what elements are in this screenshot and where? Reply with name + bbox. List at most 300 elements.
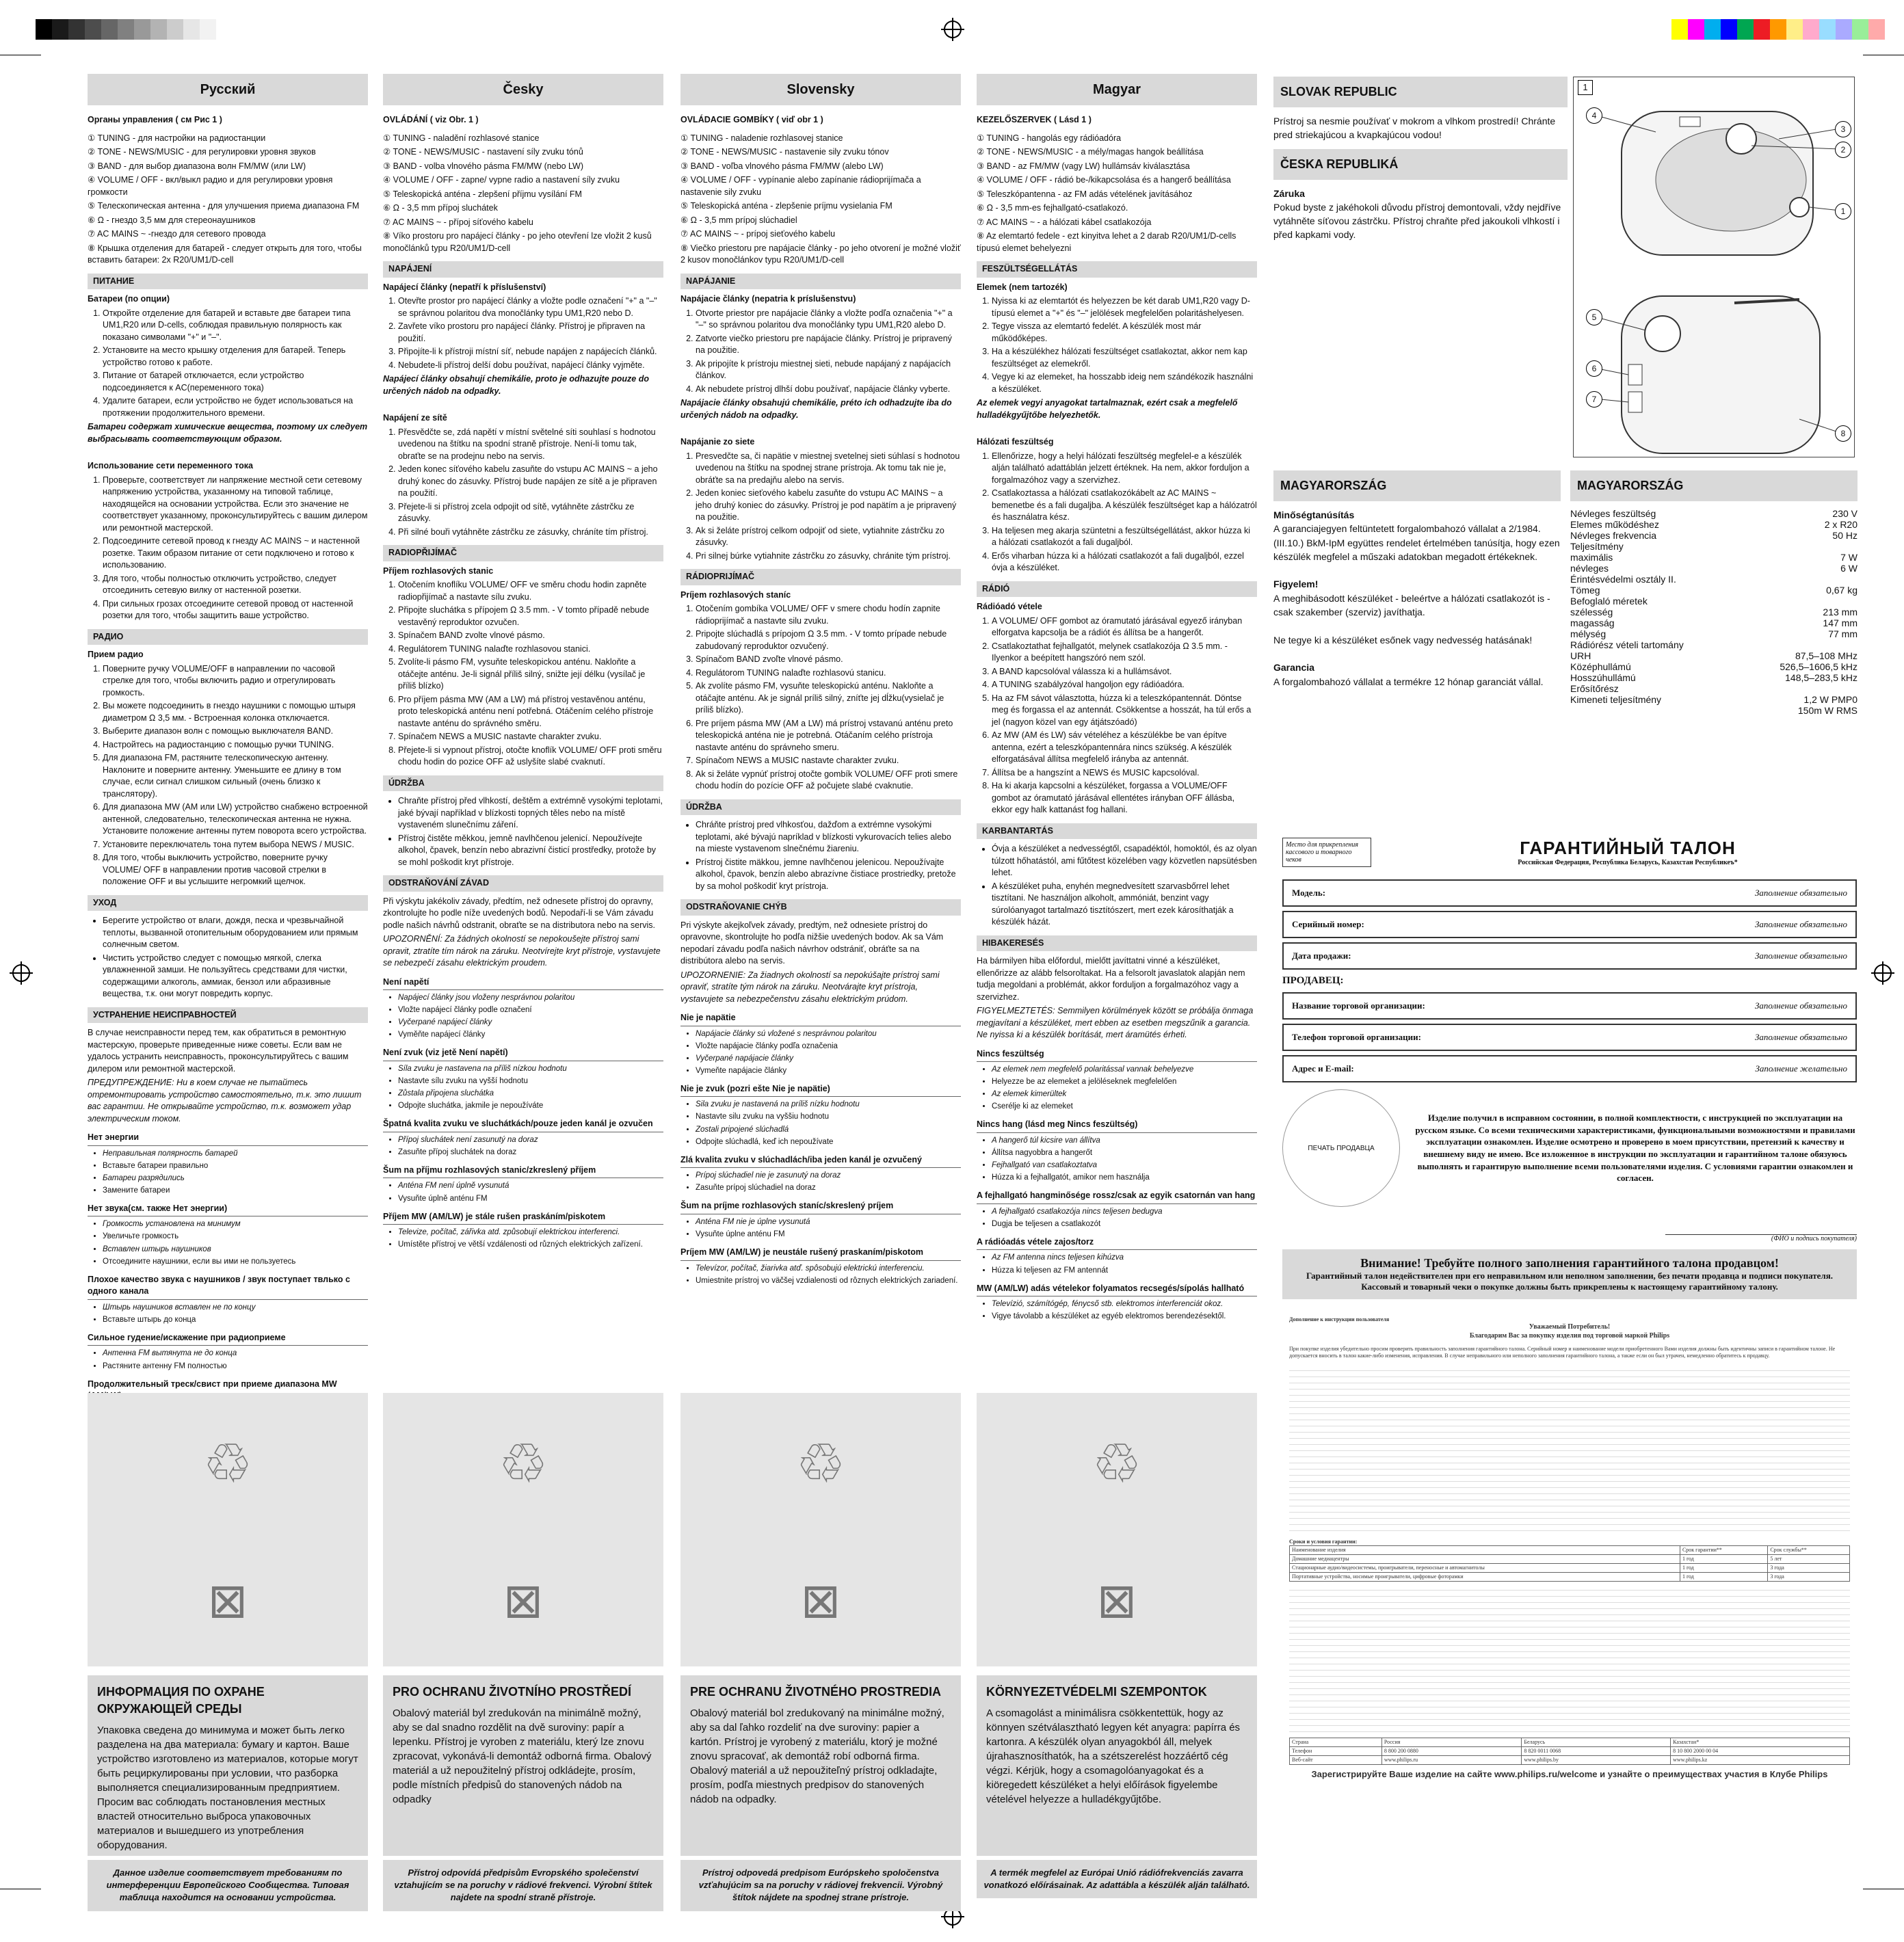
trouble-remedies [383, 1180, 663, 1203]
radio-step: 2. Csatlakoztathat fejhallgatót, melynek csatlakozója Ω 3.5 mm. - Ilyenkor a beépített hangszóró nem szól. [992, 641, 1257, 665]
environment-panel [680, 1675, 961, 1856]
trouble-remedy: • Штырь наушников вставлен не по концу [103, 1302, 368, 1313]
control-item: ⑤ Teleszkópantenna - az FM adás vételének javításához [977, 189, 1193, 199]
power-step: 3. Ak pripojíte k prístroju miestnej sieti, nebude napájaný z napájacích článkov. [696, 358, 961, 382]
trouble-remedies [383, 1063, 663, 1111]
register-line: Зарегистрируйте Ваше изделие на сайте www.philips.ru/welcome и узнайте о преимуществах участия в Клубе Philips [1311, 1769, 1828, 1779]
coupon-field-hint: Заполнение желательно [1755, 1063, 1847, 1074]
power-step: 2. Zavřete víko prostoru pro napájecí články. Přístroj je připraven na použití. [398, 321, 663, 345]
mains-step: 3. Ak si želáte prístroj celkom odpojiť od siete, vytiahnite zástrčku zo zásuvky. [696, 525, 961, 549]
grey-swatch [36, 19, 52, 40]
power-steps [977, 295, 1257, 395]
recycling-panel [977, 1393, 1257, 1666]
care-list [977, 843, 1257, 929]
quality-cert-text: A garanciajegyen feltüntetett forgalombahozó vállalat a 2/1984. (III.10.) BkM-IpM együttes rendelet értelmében tanúsítja, hogy ezen készülék megfelel a műszaki adatokban megadott értékeknek. [1273, 523, 1560, 562]
power-step: 4. Удалите батареи, если устройство не будет использоваться на протяжении продолжительного времени. [103, 395, 368, 419]
controls-list [88, 133, 368, 267]
trouble-symptom: Príjem MW (AM/LW) je neustále rušený praskaním/piskotom [680, 1247, 961, 1261]
controls-list [680, 133, 961, 267]
slovak-republic-heading: SLOVAK REPUBLIC [1273, 77, 1568, 107]
coupon-field-hint: Заполнение обязательно [1755, 1000, 1847, 1011]
color-calibration-bar [1671, 19, 1885, 40]
table-cell: 1 год [1680, 1555, 1767, 1564]
table-cell: Беларусь [1522, 1738, 1671, 1747]
control-item: ⑦ AC MAINS ~ - přípoj síťového kabelu [383, 217, 533, 227]
care-item: • A készüléket puha, enyhén megnedvesített szarvasbőrrel lehet tisztítani. Ne használjon alkoholt, ammóniát, benzint vagy súrolóanyagot tartalmazó tisztítószert, mert ezek károsíthatják a készülék házát. [992, 881, 1257, 929]
language-heading: Русский [88, 74, 368, 105]
callout-6: 6 [1586, 360, 1602, 377]
troubleshooting-warning: FIGYELMEZTETÉS: Semmilyen körülmények között se próbálja önmaga megjavítani a készüléket, mert ebben az esetben megszűnik a garancia. Ne nyissa ki a készülék borítását, mert áramütés érheti. [977, 1006, 1254, 1039]
supplement-head: Дополнение к инструкции пользователя [1289, 1316, 1390, 1322]
mains-step: 1. Проверьте, соответствует ли напряжение местной сети сетевому напряжению устройства, указанному на типовой таблице, находящейся на основании устройства. Если это значение не соответствует указанному, проконсультируйтесь с вашим дилером или ремонтной мастерской. [103, 475, 368, 535]
mains-step: 4. Pri silnej búrke vytiahnite zástrčku zo zásuvky, chránite tým prístroj. [696, 550, 961, 563]
attention-label: Figyelem! [1273, 578, 1319, 590]
hungary-heading-2: MAGYARORSZÁG [1570, 470, 1857, 501]
spec-row [1570, 508, 1857, 519]
color-swatch [1836, 19, 1852, 40]
radio-step: 5. Для диапазона FM, растяните телескопическую антенну. Наклоните и поверните антенну. Уменьшите ее длину в том случае, если сигнал слишком сильный (очень близко к транслятору). [103, 752, 368, 800]
color-swatch [1721, 19, 1737, 40]
spec-label: URH [1570, 650, 1591, 661]
trouble-symptom: A fejhallgató hangminősége rossz/csak az egyik csatornán van hang [977, 1190, 1257, 1204]
table-cell: Стационарные аудио/видеосистемы, проигрыватели, переносные и автомагнитолы [1290, 1564, 1680, 1573]
callout-5: 5 [1586, 309, 1602, 325]
table-cell: 1 год [1680, 1564, 1767, 1573]
spec-label: Hosszúhullámú [1570, 672, 1636, 683]
spec-label: Kimeneti teljesítmény [1570, 694, 1662, 705]
mains-step: 2. Jeden koniec sieťového kabelu zasuňte do vstupu AC MAINS ~ a jeho druhý koniec do zásuvky. Prístroj je pod napätím a je pripravený na použitie. [696, 488, 961, 524]
radio-step: 3. A BAND kapcsolóval válassza ki a hullámsávot. [992, 666, 1257, 678]
buyer-signature-line: (ФИО и подпись покупателя) [1665, 1234, 1857, 1242]
trouble-remedy: • Umiestnite prístroj vo väčšej vzdialenosti od rôznych elektrických zariadení. [696, 1275, 961, 1286]
grey-swatch [118, 19, 134, 40]
control-item: ⑤ Телескопическая антенна - для улучшения приема диапазона FM [88, 201, 360, 211]
trouble-remedies [977, 1064, 1257, 1112]
spec-value: 77 mm [1828, 628, 1857, 639]
supplement-text: При покупке изделия убедительно просим проверить правильность заполнения гарантийного талона. Серийный номер и наименование модели приобретенного Вами изделия должны быть идентичны записи в гарантийном талоне. Не допускается вносить в талон какие-либо изменения, исправления. В случае неправильного или неполного заполнения гарантийного талона, а также если он был утрачен, немедленно обратитесь к продавцу. [1289, 1346, 1836, 1359]
radio-step: 5. Zvolíte-li pásmo FM, vysuňte teleskopickou anténu. Nakloňte a otáčejte anténu. Je-li signál příliš silný, snižte její délku (vysílač je příliš blízko) [398, 656, 663, 693]
supplement-body-lines-2 [1289, 1584, 1850, 1735]
spec-row [1570, 661, 1857, 672]
radio-step: 4. Настройтесь на радиостанцию с помощью ручки TUNING. [103, 739, 368, 751]
trouble-remedy: • Увеличьте громкость [103, 1231, 368, 1242]
callout-2: 2 [1835, 142, 1851, 158]
recycle-icon: ♲ [499, 1433, 548, 1494]
compliance-footer: A termék megfelel az Európai Unió rádiófrekvenciás zavarra vonatkozó előírásainak. Az adattábla a készülék alján található. [977, 1860, 1257, 1898]
attention-text: A meghibásodott készüléket - beleértve a hálózati csatlakozót is - csak szakember (szerviz) javíthatja. [1273, 592, 1550, 618]
troubleshooting-intro: Při výskytu jakékoliv závady, předtím, než odnesete přístroj do opravny, zkontrolujte ho podle níže uvedených bodů. Nepodaří-li se Vám závadu podle našich návrhů odstranit, obraťte se na distributora nebo na servis. [383, 896, 655, 930]
trouble-symptom: Nincs hang (lásd meg Nincs feszültség) [977, 1119, 1257, 1133]
mains-steps [680, 451, 961, 563]
radio-subheading: Rádióadó vétele [977, 602, 1042, 611]
warranty-terms-table [1289, 1545, 1850, 1582]
troubleshooting-heading: УСТРАНЕНИЕ НЕИСПРАВНОСТЕЙ [88, 1007, 368, 1024]
callout-1: 1 [1835, 203, 1851, 220]
table-cell: www.philips.kz [1671, 1756, 1850, 1765]
trouble-remedy: • A fejhallgató csatlakozója nincs teljesen bedugva [992, 1206, 1257, 1217]
mains-step: 3. Для того, чтобы полностью отключить устройство, следует отсоединить сетевую вилку от настенной розетки. [103, 573, 368, 597]
mains-step: 4. Erős viharban húzza ki a hálózati csatlakozót a fali dugaljból, ezzel óvja a készüléket. [992, 550, 1257, 574]
table-cell: 3 года [1768, 1573, 1850, 1582]
table-row [1290, 1564, 1850, 1573]
spec-row [1570, 563, 1857, 574]
radio-step: 6. Pro příjem pásma MW (AM a LW) má přístroj vestavěnou anténu, proto teleskopická anténu není potřebná. Otáčením celého přístroje nastavte anténu do správného směru. [398, 694, 663, 730]
environment-panel [977, 1675, 1257, 1856]
warranty-terms-title: Сроки и условия гарантии: [1289, 1539, 1358, 1545]
trouble-remedy: • Vyčerpané napájecí články [398, 1017, 663, 1028]
spec-label: Névleges frekvencia [1570, 530, 1657, 541]
crossed-bin-icon: ⊠ [503, 1573, 544, 1627]
mains-step: 3. Ha teljesen meg akarja szüntetni a feszültségellátást, akkor húzza ki a hálózati csatlakozót a fali dugaljból. [992, 525, 1257, 549]
troubleshooting-heading: HIBAKERESÉS [977, 935, 1257, 952]
radio-step: 2. Pripojte slúchadlá s prípojom Ω 3.5 mm. - V tomto prípade nebude zabudovaný reproduktor ozvučený. [696, 628, 961, 652]
trouble-remedies [977, 1299, 1257, 1322]
trouble-remedy: • Fejhallgató van csatlakoztatva [992, 1160, 1257, 1171]
registration-mark-left [12, 964, 30, 982]
grey-swatch [167, 19, 183, 40]
radio-subheading: Прием радио [88, 650, 144, 659]
grey-swatch [52, 19, 68, 40]
trouble-remedies [88, 1302, 368, 1325]
coupon-field-label: Адрес и E-mail: [1292, 1063, 1354, 1074]
compliance-footer: Přístroj odpovídá předpisům Evropského společenství vztahujícím se na poruchy v rádiové frekvenci. Výrobní štítek najdete na spodní straně přístroje. [383, 1860, 663, 1911]
trouble-remedy: • Húzza ki a fejhallgatót, amikor nem használja [992, 1172, 1257, 1183]
troubleshooting-intro: В случае неисправности перед тем, как обратиться в ремонтную мастерскую, проверьте приведенные ниже советы. Если вам не удалось устранить неисправность, проконсультируйтесь с вашим дилером или ремонтной мастерской. [88, 1028, 349, 1074]
spec-value: 148,5–283,5 kHz [1785, 672, 1857, 683]
spec-value: 7 W [1840, 552, 1857, 563]
spec-row [1570, 530, 1857, 541]
trouble-remedy: • Cserélje ki az elemeket [992, 1101, 1257, 1112]
spec-row [1570, 672, 1857, 683]
power-heading: NAPÁJENÍ [383, 261, 663, 278]
power-step: 2. Zatvorte viečko priestoru pre napájacie články. Prístroj je pripravený na použitie. [696, 333, 961, 357]
care-heading: KARBANTARTÁS [977, 823, 1257, 840]
power-subheading: Napájacie články (nepatria k príslušenstvu) [680, 294, 856, 304]
trouble-remedy: • Anténa FM není úplně vysunutá [398, 1180, 663, 1191]
table-cell: 3 года [1768, 1564, 1850, 1573]
grey-swatch [19, 19, 36, 40]
coupon-field-label: Серийный номер: [1292, 919, 1364, 929]
trouble-remedy: • Dugja be teljesen a csatlakozót [992, 1219, 1257, 1229]
spec-row [1570, 552, 1857, 563]
care-item: • Chráňte prístroj pred vlhkosťou, dažďom a extrémne vysokými teplotami, aké bývajú napríklad v blízkosti vykurovacích telies alebo na mieste vystavenom slnečnému žiareniu. [696, 819, 961, 855]
recycling-panel [680, 1393, 961, 1666]
color-swatch [1852, 19, 1868, 40]
spec-row [1570, 541, 1857, 552]
trouble-remedy: • Vigye távolabb a készüléket az egyéb elektromos berendezésektől. [992, 1311, 1257, 1322]
callout-4: 4 [1586, 107, 1602, 124]
trouble-remedy: • Umístěte přístroj ve větší vzdálenosti od různých elektrických zařízení. [398, 1239, 663, 1250]
table-cell: Домашние медиацентры [1290, 1555, 1680, 1564]
radio-step: 7. Установите переключатель тона путем выбора NEWS / MUSIC. [103, 839, 368, 851]
trouble-remedy: • Odpojte slúchadlá, keď ich nepoužívate [696, 1136, 961, 1147]
power-steps [88, 308, 368, 420]
care-heading: ÚDRŽBA [680, 799, 961, 816]
controls-heading: OVLÁDACIE GOMBÍKY ( viď obr 1 ) [680, 115, 823, 124]
power-step: 1. Otvorte priestor pre napájacie články a vložte podľa označenia "+" a "–" so správnou polaritou dva monočlánky typu UM1,R20 alebo D. [696, 308, 961, 332]
control-item: ⑤ Teleskopická anténa - zlepšenie príjmu vysielania FM [680, 201, 892, 211]
control-item: ③ BAND - az FM/MW (vagy LW) hullámsáv kiválasztása [977, 161, 1190, 171]
trouble-remedy: • Sila zvuku je nastavená na príliš nízku hodnotu [696, 1099, 961, 1110]
radio-step: 3. Выберите диапазон волн с помощью выключателя BAND. [103, 726, 368, 738]
trouble-remedy: • Az elemek kimerültek [992, 1089, 1257, 1100]
trouble-remedy: • Az FM antenna nincs teljesen kihúzva [992, 1252, 1257, 1263]
trouble-remedies [680, 1099, 961, 1147]
radio-step: 3. Spínačem BAND zvolte vlnové pásmo. [398, 630, 663, 642]
power-step: 2. Tegye vissza az elemtartó fedelét. A készülék most már működőképes. [992, 321, 1257, 345]
crossed-bin-icon: ⊠ [207, 1573, 248, 1627]
radio-step: 8. Ak si želáte vypnúť prístroj otočte gombík VOLUME/ OFF proti smere chodu hodín do pozície OFF až počujete slabé cvaknutie. [696, 769, 961, 793]
care-item: • Чистить устройство следует с помощью мягкой, слегка увлажненной замши. Не пользуйтесь средствами для чистки, содержащими алкоголь, аммиак, бензол или абразивные вещества, т.к. они могут повредить корпус. [103, 953, 368, 1000]
callout-7: 7 [1586, 391, 1602, 408]
care-list [383, 795, 663, 868]
coupon-field-label: Дата продажи: [1292, 950, 1351, 961]
coupon-field [1282, 1024, 1857, 1051]
controls-heading: KEZELŐSZERVEK ( Lásd 1 ) [977, 115, 1092, 124]
table-row [1290, 1747, 1850, 1756]
contacts-table [1289, 1738, 1850, 1765]
attention-banner: Внимание! Требуйте полного заполнения гарантийного талона продавцом! [1360, 1256, 1779, 1270]
environment-heading: PRO OCHRANU ŽIVOTNÍHO PROSTŘEDÍ [393, 1685, 632, 1699]
spec-value: 50 Hz [1832, 530, 1857, 541]
trouble-remedy: • Přípoj sluchátek není zasunutý na doraz [398, 1134, 663, 1145]
troubleshooting-intro: Pri výskyte akejkoľvek závady, predtým, než odnesiete prístroj do opravovne, skontrolujte ho podľa nižšie uvedených bodov. Ak sa Vám nepodarí závadu podľa našich návrhov odstrániť, obráťte sa na distribútora alebo na servis. [680, 920, 944, 966]
table-cell: Страна [1290, 1738, 1382, 1747]
mains-step: 2. Подсоедините сетевой провод к гнезду AC MAINS ~ и настенной розетке. Таким образом питание от сети подключено и готово к использованию. [103, 535, 368, 572]
trouble-symptom: Šum na príjme rozhlasových staníc/skreslený príjem [680, 1200, 961, 1214]
battery-warning: Napájacie články obsahujú chemikálie, préto ich odhadzujte iba do určených nádob na odpadky. [680, 398, 952, 420]
mains-heading: Hálózati feszültség [977, 437, 1054, 447]
troubleshooting-heading: ODSTRAŇOVANIE CHÝB [680, 899, 961, 916]
power-heading: FESZÜLTSÉGELLÁTÁS [977, 261, 1257, 278]
trouble-symptom: A rádióadás vétele zajos/torz [977, 1236, 1257, 1251]
power-heading: ПИТАНИЕ [88, 274, 368, 290]
compliance-footer: Prístroj odpovedá predpisom Európskeho spoločenstva vzťahujúcim sa na poruchy v rádiovej frekvencii. Výrobný štítok nájdete na spodnej strane prístroje. [680, 1860, 961, 1911]
control-item: ④ VOLUME / OFF - rádió be-/kikapcsolása és a hangerő beállítása [977, 175, 1231, 185]
power-step: 1. Откройте отделение для батарей и вставьте две батареи типа UM1,R20 или D-cells, соблюдая правильную полярность как показано символами "+" и "–". [103, 308, 368, 344]
troubleshooting-intro: Ha bármilyen hiba előfordul, mielőtt javíttatni vinné a készüléket, ellenőrizze az alább felsoroltakat. Ha a felsorolt javaslatok alapján nem tudja megoldani a problémát, akkor forduljon a forgalmazóhoz vagy a szervizhez. [977, 956, 1245, 1002]
grey-swatch [68, 19, 85, 40]
spec-row [1570, 607, 1857, 617]
trouble-remedy: • Vyměňte napájecí články [398, 1029, 663, 1040]
mains-step: 1. Ellenőrizze, hogy a helyi hálózati feszültség megfelel-e a készülék alján található adattáblán jelzett értéknek. Ha nem, akkor forduljon a forgalmazóhoz vagy a szervizhez. [992, 451, 1257, 487]
radio-step: 8. Přejete-li si vypnout přístroj, otočte knoflík VOLUME/ OFF proti směru chodu hodin do pozice OFF až uslyšíte slabé cvaknutí. [398, 745, 663, 769]
warranty-coupon [1282, 838, 1857, 1299]
control-item: ⑧ Viečko priestoru pre napájacie články - po jeho otvorení je možné vložiť 2 kusov monočlánkov typu R20/UM1/D-cell [680, 243, 961, 265]
trouble-symptom: Nie je zvuk (pozri ešte Nie je napätie) [680, 1083, 961, 1098]
table-cell: 1 год [1680, 1573, 1767, 1582]
trouble-symptom: Нет звука(см. также Нет энергии) [88, 1203, 368, 1217]
trouble-remedy: • Az elemek nem megfelelő polaritással vannak behelyezve [992, 1064, 1257, 1075]
guarantee-label: Garancia [1273, 662, 1314, 674]
control-item: ⑥ Ω - гнездо 3,5 мм для стереонаушников [88, 215, 256, 225]
trouble-remedy: • Vložte napájacie články podľa označenia [696, 1041, 961, 1052]
radio-step: 5. Ha az FM sávot választotta, húzza ki a teleszkópantennát. Döntse meg és forgassa el az antennát. Csökkentse a hosszát, ha túl erős a jel (nagyon közel van egy átjátszóadó) [992, 693, 1257, 729]
spec-label: Érintésvédelmi osztály II. [1570, 574, 1676, 585]
spec-label: Befoglaló méretek [1570, 596, 1648, 607]
table-cell: Веб-сайт [1290, 1756, 1382, 1765]
spec-row [1570, 705, 1857, 716]
color-swatch [1770, 19, 1786, 40]
trouble-symptom: Продолжительный треск/свист при приеме диапазона MW [88, 1379, 368, 1405]
color-swatch [1754, 19, 1770, 40]
trouble-remedy: • Állítsa nagyobbra a hangerőt [992, 1147, 1257, 1158]
color-swatch [1868, 19, 1885, 40]
spec-label: Névleges feszültség [1570, 508, 1656, 519]
control-item: ④ VOLUME / OFF - zapne/ vypne radio a nastavení síly zvuku [383, 175, 620, 185]
trouble-remedy: • Громкость установлена на минимум [103, 1219, 368, 1229]
radio-step: 1. Otočením knoflíku VOLUME/ OFF ve směru chodu hodin zapněte radiopřijímač a nastavte sílu zvuku. [398, 579, 663, 603]
power-step: 1. Otevřte prostor pro napájecí články a vložte podle označení "+" a "–" se správnou polaritou dva monočlánky typu UM1,R20 nebo D. [398, 295, 663, 319]
trouble-remedies [680, 1216, 961, 1240]
trouble-remedy: • Zůstala připojena sluchátka [398, 1088, 663, 1099]
language-heading: Magyar [977, 74, 1257, 105]
table-cell: Наименование изделия [1290, 1546, 1680, 1555]
control-item: ② TONE - NEWS/MUSIC - a mély/magas hangok beállítása [977, 147, 1204, 157]
radio-steps [88, 663, 368, 888]
coupon-fields [1282, 879, 1857, 970]
control-item: ⑦ AC MAINS ~ -гнездо для сетевого провода [88, 229, 266, 239]
table-cell: 5 лет [1768, 1555, 1850, 1564]
spec-list [1570, 501, 1857, 716]
recycling-panel [88, 1393, 368, 1666]
table-row [1290, 1573, 1850, 1582]
trouble-remedies [88, 1219, 368, 1266]
spec-value: 213 mm [1823, 607, 1857, 617]
mains-steps [977, 451, 1257, 574]
coupon-field [1282, 879, 1857, 907]
coupon-field-label: Название торговой организации: [1292, 1000, 1425, 1011]
battery-warning: Батареи содержат химические вещества, поэтому их следует выбрасывать соответствующим образом. [88, 422, 368, 444]
spec-row [1570, 650, 1857, 661]
coupon-field [1282, 992, 1857, 1020]
right-notices [1273, 77, 1568, 249]
spec-label: névleges [1570, 563, 1609, 574]
power-step: 1. Nyissa ki az elemtartót és helyezzen be két darab UM1,R20 vagy D-típusú elemet a "+" és "–" jelölések megfelelően polaritáshelyesen. [992, 295, 1257, 319]
seller-stamp-circle: ПЕЧАТЬ ПРОДАВЦА [1282, 1089, 1400, 1207]
control-item: ② TONE - NEWS/MUSIC - для регулировки уровня звуков [88, 147, 316, 157]
trouble-remedy: • Неправильная полярность батарей [103, 1148, 368, 1159]
callout-8: 8 [1835, 425, 1851, 442]
control-item: ③ BAND - volba vlnového pásma FM/MW (nebo LW) [383, 161, 584, 171]
table-cell: Казахстан* [1671, 1738, 1850, 1747]
coupon-field-hint: Заполнение обязательно [1755, 888, 1847, 898]
coupon-field [1282, 1055, 1857, 1082]
table-cell: Портативные устройства, носимые проигрыватели, цифровые фоторамки [1290, 1573, 1680, 1582]
spec-label: Tömeg [1570, 585, 1600, 596]
czech-warranty-text: Pokud byste z jakéhokoli důvodu přístroj demontovali, vždy nejdříve vytáhněte síťovou zástrčku. Přístroj chraňte před jakoukoli vlhkostí i před kapkami vody. [1273, 201, 1561, 241]
spec-row [1570, 694, 1857, 705]
trouble-remedies [977, 1206, 1257, 1229]
mains-step: 2. Csatlakoztassa a hálózati csatlakozókábelt az AC MAINS ~ bemenetbe és a fali dugaljba. A készülék feszültséget kap a hálózatról és használatra kész. [992, 488, 1257, 524]
spec-value: 150m W RMS [1797, 705, 1857, 716]
color-swatch [1671, 19, 1688, 40]
czech-warranty-label: Záruka [1273, 187, 1305, 199]
control-item: ① TUNING - naladenie rozhlasovej stanice [680, 133, 843, 143]
trouble-remedy: • Отсоедините наушники, если вы ими не пользуетесь [103, 1256, 368, 1267]
color-swatch [1819, 19, 1836, 40]
trouble-remedy: • Prípoj slúchadiel nie je zasunutý na doraz [696, 1170, 961, 1181]
trouble-remedies [680, 1263, 961, 1286]
table-row [1290, 1555, 1850, 1564]
table-cell: www.philips.ru [1381, 1756, 1521, 1765]
power-step: 3. Питание от батарей отключается, если устройство подсоединяется к AC(переменного тока) [103, 370, 368, 394]
table-cell: 8 10 800 2000 00 04 [1671, 1747, 1850, 1756]
crossed-bin-icon: ⊠ [800, 1573, 841, 1627]
spec-value: 230 V [1832, 508, 1857, 519]
environment-text: Упаковка сведена до минимума и может быть легко разделена на два материала: бумагу и картон. Ваше устройство изготовлено из материалов, которые могут быть рециркулированы при условии, что разборка выполняется специализированным предприятием. Просим вас соблюдать постановления местных властей относительно выброса упаковочных материалов и вышедшего из употребления оборудования. [97, 1725, 358, 1852]
care-item: • Óvja a készüléket a nedvességtől, csapadéktól, homoktól, és az olyan túlzott hőhatástól, ami fűtőtest közelében vagy közvetlen napsütésben lehet. [992, 843, 1257, 879]
spec-value: 0,67 kg [1826, 585, 1857, 596]
care-heading: ÚDRŽBA [383, 775, 663, 792]
spec-label: Erősítőrész [1570, 683, 1619, 694]
radio-step: 1. Поверните ручку VOLUME/OFF в направлении по часовой стрелке для того, чтобы включить радио и отрегулировать громкость. [103, 663, 368, 700]
spec-row [1570, 519, 1857, 530]
spec-value: 526,5–1606,5 kHz [1780, 661, 1857, 672]
slovak-republic-text: Prístroj sa nesmie používať v mokrom a vlhkom prostredí! Chránte pred striekajúcou a kvapkajúcou vodou! [1273, 116, 1556, 141]
hungary-heading-1: MAGYARORSZÁG [1273, 470, 1561, 501]
trouble-symptom: Zlá kvalita zvuku v slúchadlách/iba jeden kanál je ozvučený [680, 1154, 961, 1169]
mains-step: 1. Přesvědčte se, zdá napětí v místní světelné síti souhlasí s hodnotou uvedenou na štítku na spodní straně přístroje. Není-li tomu tak, obraťte se na prodejnu nebo na servis. [398, 427, 663, 463]
trouble-remedy: • Вставлен штырь наушников [103, 1244, 368, 1255]
trouble-symptom: Příjem MW (AM/LW) je stále rušen praskáním/piskotem [383, 1211, 663, 1225]
trouble-remedy: • Síla zvuku je nastavena na příliš nízkou hodnotu [398, 1063, 663, 1074]
trouble-remedy: • Zostali pripojené slúchadlá [696, 1124, 961, 1135]
trouble-remedy: • Odpojte sluchátka, jakmile je nepoužíváte [398, 1100, 663, 1111]
trouble-remedies [383, 1227, 663, 1250]
supplement-title-2: Благодарим Вас за покупку изделия под торговой маркой Philips [1469, 1331, 1670, 1340]
controls-heading: Органы управления ( см Рис 1 ) [88, 115, 222, 124]
troubleshooting-warning: UPOZORNENIE: Za žiadnych okolností sa nepokúšajte prístroj sami opraviť, stratíte tým nárok na záruku. Neotvárajte kryt prístroja, vystavujete sa nebezpečenstvu zásahu elektrickým prúdom. [680, 970, 940, 1004]
trouble-symptom: Нет энергии [88, 1132, 368, 1146]
care-list [88, 915, 368, 1000]
spec-row [1570, 628, 1857, 639]
trouble-symptom: Šum na příjmu rozhlasových stanic/zkreslený příjem [383, 1165, 663, 1179]
coupon-region: Российская Федерация, Республика Беларусь, Казахстан Республикеъ* [1518, 859, 1738, 866]
spec-label: Elemes működéshez [1570, 519, 1659, 530]
spec-value: 147 mm [1823, 617, 1857, 628]
power-step: 3. Připojíte-li k přístroji místní síť, nebude napájen z napájecích článků. [398, 346, 663, 358]
table-cell: Телефон [1290, 1747, 1382, 1756]
radio-step: 5. Ak zvolíte pásmo FM, vysuňte teleskopickú anténu. Nakloňte a otáčajte anténu. Ak je signál príliš silný, zníťte jej dĺžku(vysielač je príliš blízko). [696, 680, 961, 717]
trouble-remedy: • Televízió, számítógép, fénycső stb. elektromos interferenciát okoz. [992, 1299, 1257, 1309]
color-swatch [1786, 19, 1803, 40]
radio-heading: RÁDIOPRIJÍMAČ [680, 569, 961, 585]
grey-swatch [200, 19, 216, 40]
trouble-remedy: • Anténa FM nie je úplne vysunutá [696, 1216, 961, 1227]
spec-value: 1,2 W PMP0 [1803, 694, 1857, 705]
spec-label: mélység [1570, 628, 1606, 639]
control-item: ② TONE - NEWS/MUSIC - nastavení síly zvuku tónů [383, 147, 583, 157]
mains-heading: Napájanie zo siete [680, 437, 755, 447]
mains-step: 4. Při silné bouři vytáhněte zástrčku ze zásuvky, chráníte tím přístroj. [398, 527, 663, 539]
environment-text: Obalový materiál byl zredukován na minimálně možný, aby se dal snadno rozdělit na dvě suroviny: papír a lepenku. Přístroj je vyroben z materiálu, který lze znovu zpracovat, vykonává-li demontáž odborná firma. Obalový materiál a už nepoužitelný přístroj odkládejte, prosím, podle místních předpisů do stanovených nádob na odpadky [393, 1707, 652, 1806]
grey-calibration-bar [19, 19, 216, 40]
trouble-symptom: Nie je napätie [680, 1012, 961, 1026]
column-slovak [680, 74, 961, 1903]
spec-row [1570, 596, 1857, 607]
radio-step: 2. Připojte sluchátka s přípojem Ω 3.5 mm. - V tomto případě nebude vestavěný reproduktor ozvučen. [398, 604, 663, 628]
radio-step: 4. Regulátorem TUNING nalaďte rozhlasovou stanici. [398, 643, 663, 656]
trouble-remedy: • Замените батареи [103, 1185, 368, 1196]
spec-label: Teljesítmény [1570, 541, 1624, 552]
column-czech [383, 74, 663, 1903]
device-figure [1573, 77, 1855, 457]
mains-heading: Napájení ze sítě [383, 413, 447, 423]
grey-swatch [183, 19, 200, 40]
battery-warning: Az elemek vegyi anyagokat tartalmaznak, ezért csak a megfelelő hulladékgyűjtőbe helyezhetők. [977, 398, 1238, 420]
power-steps [383, 295, 663, 371]
